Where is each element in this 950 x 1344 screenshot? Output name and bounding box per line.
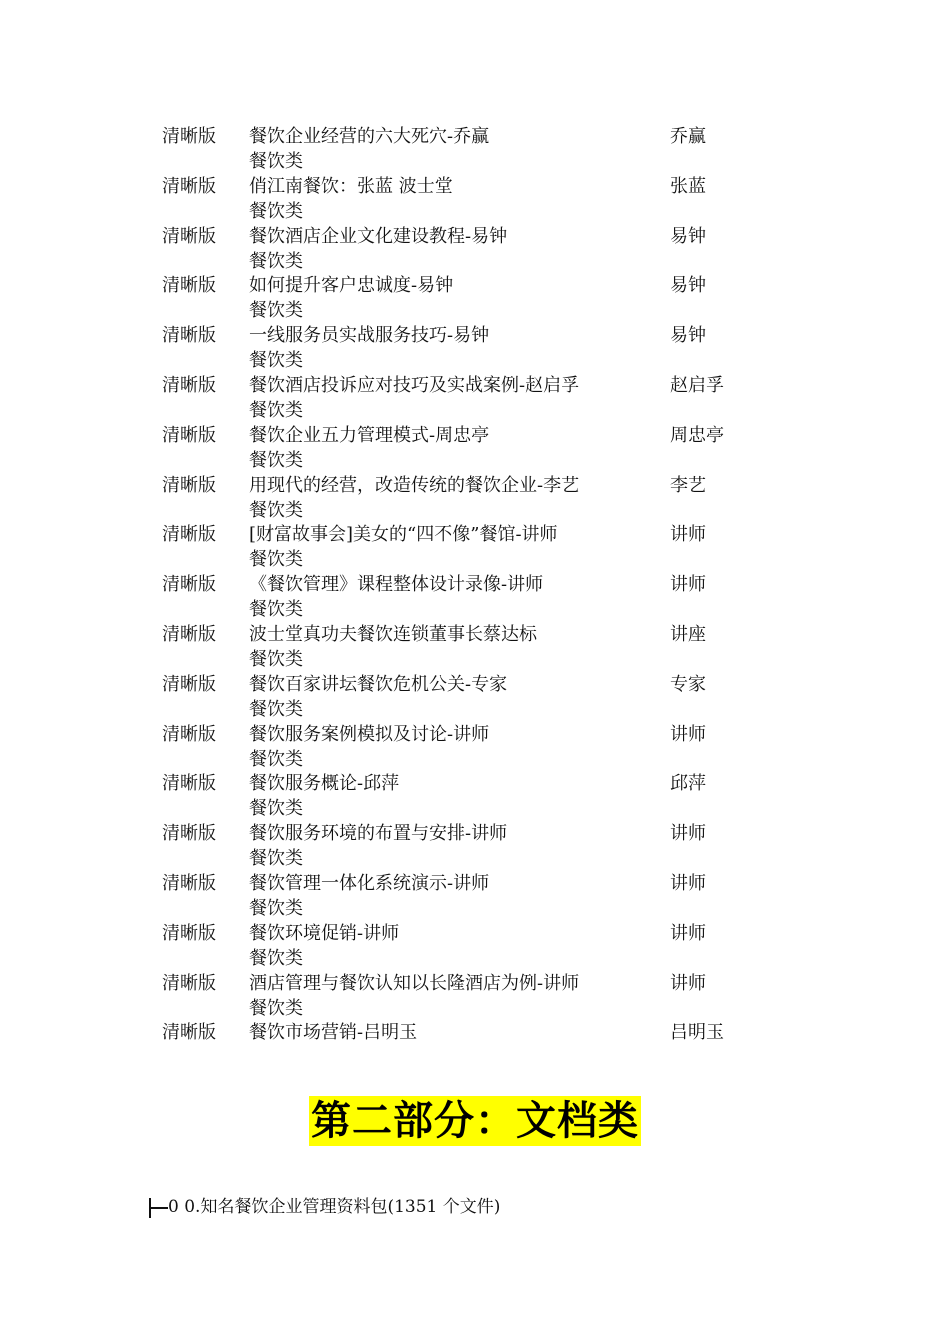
- video-author: 专家: [670, 673, 706, 695]
- video-category: 餐饮类: [249, 698, 303, 720]
- tree-branch-icon: [148, 1194, 168, 1220]
- video-author: 易钟: [670, 225, 706, 247]
- video-title: 餐饮百家讲坛餐饮危机公关-专家: [249, 673, 508, 695]
- quality-label: 清晰版: [162, 225, 216, 247]
- list-item: [0, 273, 950, 323]
- video-title: 餐饮酒店投诉应对技巧及实战案例-赵启孚: [249, 374, 580, 396]
- video-category: 餐饮类: [249, 897, 303, 919]
- list-item: [0, 522, 950, 572]
- quality-label: 清晰版: [162, 723, 216, 745]
- video-title: 餐饮环境促销-讲师: [249, 922, 400, 944]
- video-title: 餐饮酒店企业文化建设教程-易钟: [249, 225, 508, 247]
- video-author: 邱萍: [670, 773, 706, 795]
- video-list: [0, 124, 950, 1070]
- list-item: [0, 1020, 950, 1070]
- video-author: 讲师: [670, 922, 706, 944]
- video-title: 餐饮服务概论-邱萍: [249, 773, 400, 795]
- video-author: 周忠亭: [670, 424, 724, 446]
- quality-label: 清晰版: [162, 574, 216, 596]
- quality-label: 清晰版: [162, 325, 216, 347]
- video-title: 用现代的经营，改造传统的餐饮企业-李艺: [249, 474, 580, 496]
- video-author: 讲师: [670, 723, 706, 745]
- video-author: 李艺: [670, 474, 706, 496]
- video-author: 乔赢: [670, 126, 706, 147]
- quality-label: 清晰版: [162, 623, 216, 645]
- video-title: 酒店管理与餐饮认知以长隆酒店为例-讲师: [249, 972, 580, 994]
- quality-label: 清晰版: [162, 872, 216, 894]
- quality-label: 清晰版: [162, 673, 216, 695]
- video-author: 易钟: [670, 325, 706, 347]
- video-title: 餐饮企业五力管理模式-周忠亭: [249, 424, 490, 446]
- video-category: 餐饮类: [249, 151, 303, 172]
- video-author: 讲座: [670, 623, 706, 645]
- quality-label: 清晰版: [162, 374, 216, 396]
- video-title: 波士堂真功夫餐饮连锁董事长蔡达标: [249, 623, 537, 645]
- video-author: 讲师: [670, 823, 706, 845]
- video-title: 餐饮服务环境的布置与安排-讲师: [249, 823, 508, 845]
- section-heading-container: [0, 1096, 950, 1146]
- video-author: 张蓝: [670, 175, 706, 197]
- video-category: 餐饮类: [249, 250, 303, 272]
- video-author: 讲师: [670, 972, 706, 994]
- video-category: 餐饮类: [249, 947, 303, 969]
- video-category: 餐饮类: [249, 499, 303, 521]
- list-item: [0, 224, 950, 274]
- tree-item-label: 0 0.知名餐饮企业管理资料包(1351 个文件): [168, 1197, 501, 1217]
- video-title: 如何提升客户忠诚度-易钟: [249, 275, 454, 297]
- video-category: 餐饮类: [249, 350, 303, 372]
- list-item: [0, 174, 950, 224]
- quality-label: 清晰版: [162, 1022, 216, 1044]
- quality-label: 清晰版: [162, 424, 216, 446]
- video-author: 赵启孚: [670, 374, 724, 396]
- video-category: 餐饮类: [249, 599, 303, 621]
- quality-label: 清晰版: [162, 175, 216, 197]
- video-title: [财富故事会]美女的“四不像”餐馆-讲师: [249, 524, 558, 546]
- list-item: [0, 722, 950, 772]
- quality-label: 清晰版: [162, 922, 216, 944]
- video-category: 餐饮类: [249, 549, 303, 571]
- video-category: 餐饮类: [249, 449, 303, 471]
- quality-label: 清晰版: [162, 474, 216, 496]
- tree-item: [148, 1194, 500, 1220]
- list-item: [0, 771, 950, 821]
- video-category: 餐饮类: [249, 848, 303, 870]
- list-item: [0, 821, 950, 871]
- video-title: 餐饮服务案例模拟及讨论-讲师: [249, 723, 490, 745]
- quality-label: 清晰版: [162, 524, 216, 546]
- video-author: 讲师: [670, 524, 706, 546]
- video-category: 餐饮类: [249, 997, 303, 1019]
- list-item: [0, 373, 950, 423]
- section-heading: 第二部分：文档类: [311, 1098, 639, 1144]
- video-title: 餐饮企业经营的六大死穴-乔赢: [249, 126, 490, 147]
- list-item: [0, 871, 950, 921]
- quality-label: 清晰版: [162, 275, 216, 297]
- list-item: [0, 622, 950, 672]
- video-title: 俏江南餐饮：张蓝 波士堂: [249, 175, 453, 197]
- quality-label: 清晰版: [162, 773, 216, 795]
- list-item: [0, 423, 950, 473]
- video-category: 餐饮类: [249, 798, 303, 820]
- video-category: 餐饮类: [249, 648, 303, 670]
- list-item: [0, 124, 950, 174]
- video-category: 餐饮类: [249, 200, 303, 222]
- video-author: 讲师: [670, 872, 706, 894]
- video-title: 《餐饮管理》课程整体设计录像-讲师: [249, 574, 544, 596]
- video-author: 易钟: [670, 275, 706, 297]
- list-item: [0, 473, 950, 523]
- video-category: 餐饮类: [249, 748, 303, 770]
- quality-label: 清晰版: [162, 823, 216, 845]
- quality-label: 清晰版: [162, 126, 216, 147]
- list-item: [0, 672, 950, 722]
- video-category: 餐饮类: [249, 300, 303, 322]
- list-item: [0, 921, 950, 971]
- list-item: [0, 323, 950, 373]
- quality-label: 清晰版: [162, 972, 216, 994]
- video-author: 吕明玉: [670, 1022, 724, 1044]
- video-title: 餐饮市场营销-吕明玉: [249, 1022, 418, 1044]
- video-title: 一线服务员实战服务技巧-易钟: [249, 325, 490, 347]
- video-author: 讲师: [670, 574, 706, 596]
- video-category: 餐饮类: [249, 399, 303, 421]
- video-title: 餐饮管理一体化系统演示-讲师: [249, 872, 490, 894]
- list-item: [0, 971, 950, 1021]
- list-item: [0, 572, 950, 622]
